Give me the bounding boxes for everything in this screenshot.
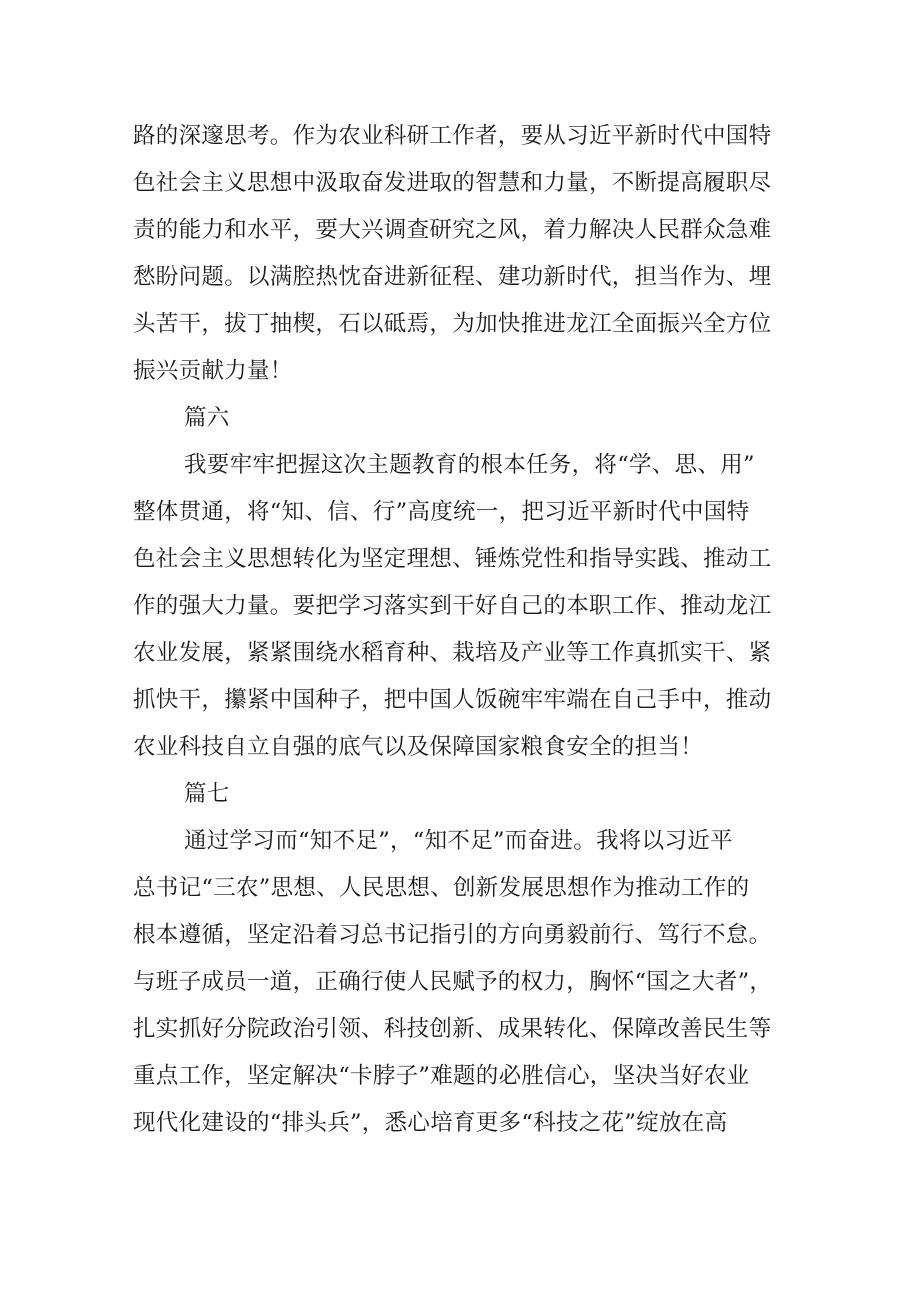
section-heading: 篇六 <box>184 405 230 431</box>
paragraph-line: 整体贯通，将“知、信、行”高度统一，把习近平新时代中国特 <box>133 499 750 525</box>
paragraph-line: 农业科技自立自强的底气以及保障国家粮食安全的担当！ <box>133 734 704 760</box>
paragraph-line: 责的能力和水平，要大兴调查研究之风，着力解决人民群众急难 <box>133 217 772 243</box>
paragraph-line: 通过学习而“知不足”，“知不足”而奋进。我将以习近平 <box>184 828 733 854</box>
section-heading: 篇七 <box>184 781 230 807</box>
paragraph-line: 色社会主义思想转化为坚定理想、锤炼党性和指导实践、推动工 <box>133 546 772 572</box>
paragraph-line: 愁盼问题。以满腔热忱奋进新征程、建功新时代，担当作为、埋 <box>133 264 772 290</box>
paragraph-line: 路的深邃思考。作为农业科研工作者，要从习近平新时代中国特 <box>133 123 772 149</box>
paragraph-line: 作的强大力量。要把学习落实到干好自己的本职工作、推动龙江 <box>133 593 772 619</box>
paragraph-line: 抓快干，攥紧中国种子，把中国人饭碗牢牢端在自己手中，推动 <box>133 687 772 713</box>
paragraph-line: 扎实抓好分院政治引领、科技创新、成果转化、保障改善民生等 <box>133 1016 772 1042</box>
paragraph-line: 振兴贡献力量！ <box>133 358 293 384</box>
paragraph-line: 根本遵循，坚定沿着习总书记指引的方向勇毅前行、笃行不怠。 <box>133 922 772 948</box>
paragraph-line: 重点工作，坚定解决“卡脖子”难题的必胜信心，坚决当好农业 <box>133 1063 750 1089</box>
paragraph-line: 我要牢牢把握这次主题教育的根本任务，将“学、思、用” <box>184 452 755 478</box>
paragraph-line: 色社会主义思想中汲取奋发进取的智慧和力量，不断提高履职尽 <box>133 170 772 196</box>
paragraph-line: 现代化建设的“排头兵”，悉心培育更多“科技之花”绽放在高 <box>133 1110 728 1136</box>
paragraph-line: 农业发展，紧紧围绕水稻育种、栽培及产业等工作真抓实干、紧 <box>133 640 772 666</box>
paragraph-line: 头苦干，拔丁抽楔，石以砥焉，为加快推进龙江全面振兴全方位 <box>133 311 772 337</box>
paragraph-line: 与班子成员一道，正确行使人民赋予的权力，胸怀“国之大者”， <box>133 969 773 995</box>
paragraph-line: 总书记“三农”思想、人民思想、创新发展思想作为推动工作的 <box>133 875 750 901</box>
